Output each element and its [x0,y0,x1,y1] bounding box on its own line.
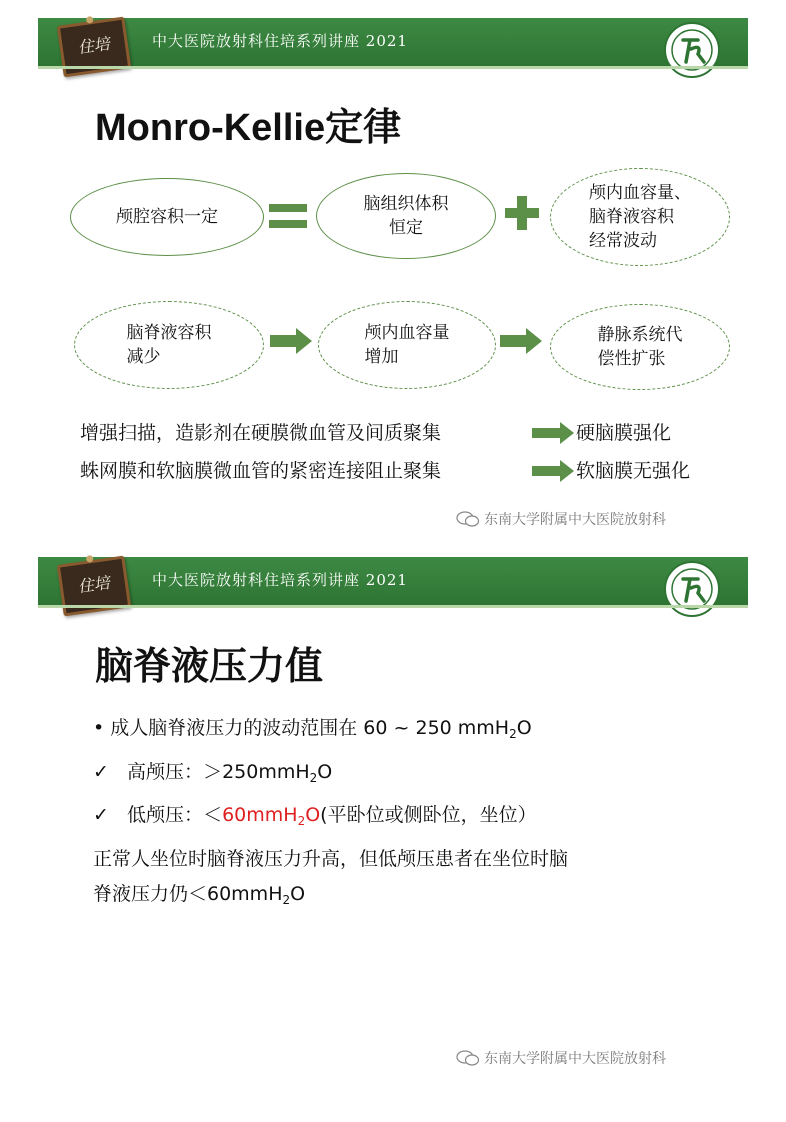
subscript: 2 [282,893,291,907]
subscript: 2 [309,771,318,785]
subscript: 2 [509,727,517,741]
subscript-red: 2 [297,814,306,828]
slide-title: 脑脊液压力值 [95,646,324,688]
pin-icon [86,16,94,24]
arrow-right-icon [532,422,574,444]
check-icon: ✓ [93,804,109,826]
arrow-right-icon [270,328,312,354]
ellipse-text: 颅内血容量、 脑脊液容积 经常波动 [589,183,691,251]
dura-enhancement: 硬脑膜强化 [576,422,672,444]
plus-icon [503,194,541,232]
ellipse-blood-increase [318,301,496,389]
ellipse-text: 静脉系统代 偿性扩张 [597,325,683,369]
bullet-mark: • [93,717,105,739]
bullet-tail: O [317,761,333,783]
bullet-value: ＞250mmH [203,761,310,783]
bullet-high-pressure [93,757,332,784]
bullet-value-red: 60mmH [222,804,298,826]
paragraph-line-2 [93,879,305,906]
ellipse-venous-expand [550,304,730,390]
header-title: 中大医院放射科住培系列讲座 2021 [152,32,408,50]
slide-title: Monro-Kellie定律 [95,107,402,149]
watermark [456,1048,666,1068]
para-text: 正常人坐位时脑脊液压力升高，但低颅压患者在坐位时脑 [93,848,569,870]
bullet-note: (平卧位或侧卧位，坐位） [320,804,537,826]
header-stripe [38,66,748,69]
ellipse-text: 颅内血容量 增加 [364,323,450,367]
check-icon: ✓ [93,761,109,783]
bullet-low-pressure [93,800,537,827]
slide-header [38,18,748,66]
watermark [456,509,666,529]
pia-no-enhancement: 软脑膜无强化 [576,460,691,482]
ellipse-text: 脑组织体积 恒定 [363,194,449,238]
watermark-text: 东南大学附属中大医院放射科 [484,512,666,528]
enhancement-line-1: 增强扫描，造影剂在硬膜微血管及间质聚集 [80,422,442,444]
bullet-text: 成人脑脊液压力的波动范围在 60 ~ 250 mmH [110,717,510,739]
board-text: 住培 [76,572,111,597]
hospital-logo-icon [664,22,720,78]
less-than: ＜ [203,804,223,826]
bullet-tail-red: O [305,804,321,826]
arrow-right-icon [532,460,574,482]
ellipse-text: 颅腔容积一定 [116,207,218,227]
header-title: 中大医院放射科住培系列讲座 2021 [152,571,408,589]
ellipse-blood-csf [550,168,730,266]
hospital-logo-icon [664,561,720,617]
slide-csf-pressure [38,557,748,1069]
ellipse-csf-decrease [74,301,264,389]
wechat-icon [456,511,480,527]
ellipse-text: 脑脊液容积 减少 [126,323,212,367]
para-tail: O [290,883,306,905]
bullet-label: 高颅压： [127,761,204,783]
paragraph-line-1 [93,844,568,871]
pin-icon [86,555,94,563]
watermark-text: 东南大学附属中大医院放射科 [484,1051,666,1067]
bullet-label: 低颅压： [127,804,204,826]
para-text: 脊液压力仍＜60mmH [93,883,283,905]
bullet-tail: O [516,717,532,739]
wechat-icon [456,1050,480,1066]
ellipse-cranial-volume [70,178,264,256]
header-stripe [38,605,748,608]
board-text: 住培 [76,33,111,58]
equals-icon [267,198,309,234]
enhancement-line-2: 蛛网膜和软脑膜微血管的紧密连接阻止聚集 [80,460,442,482]
slide-header [38,557,748,605]
arrow-right-icon [500,328,542,354]
slide-monro-kellie [38,18,748,530]
ellipse-brain-volume [316,173,496,259]
bullet-range [93,713,532,740]
